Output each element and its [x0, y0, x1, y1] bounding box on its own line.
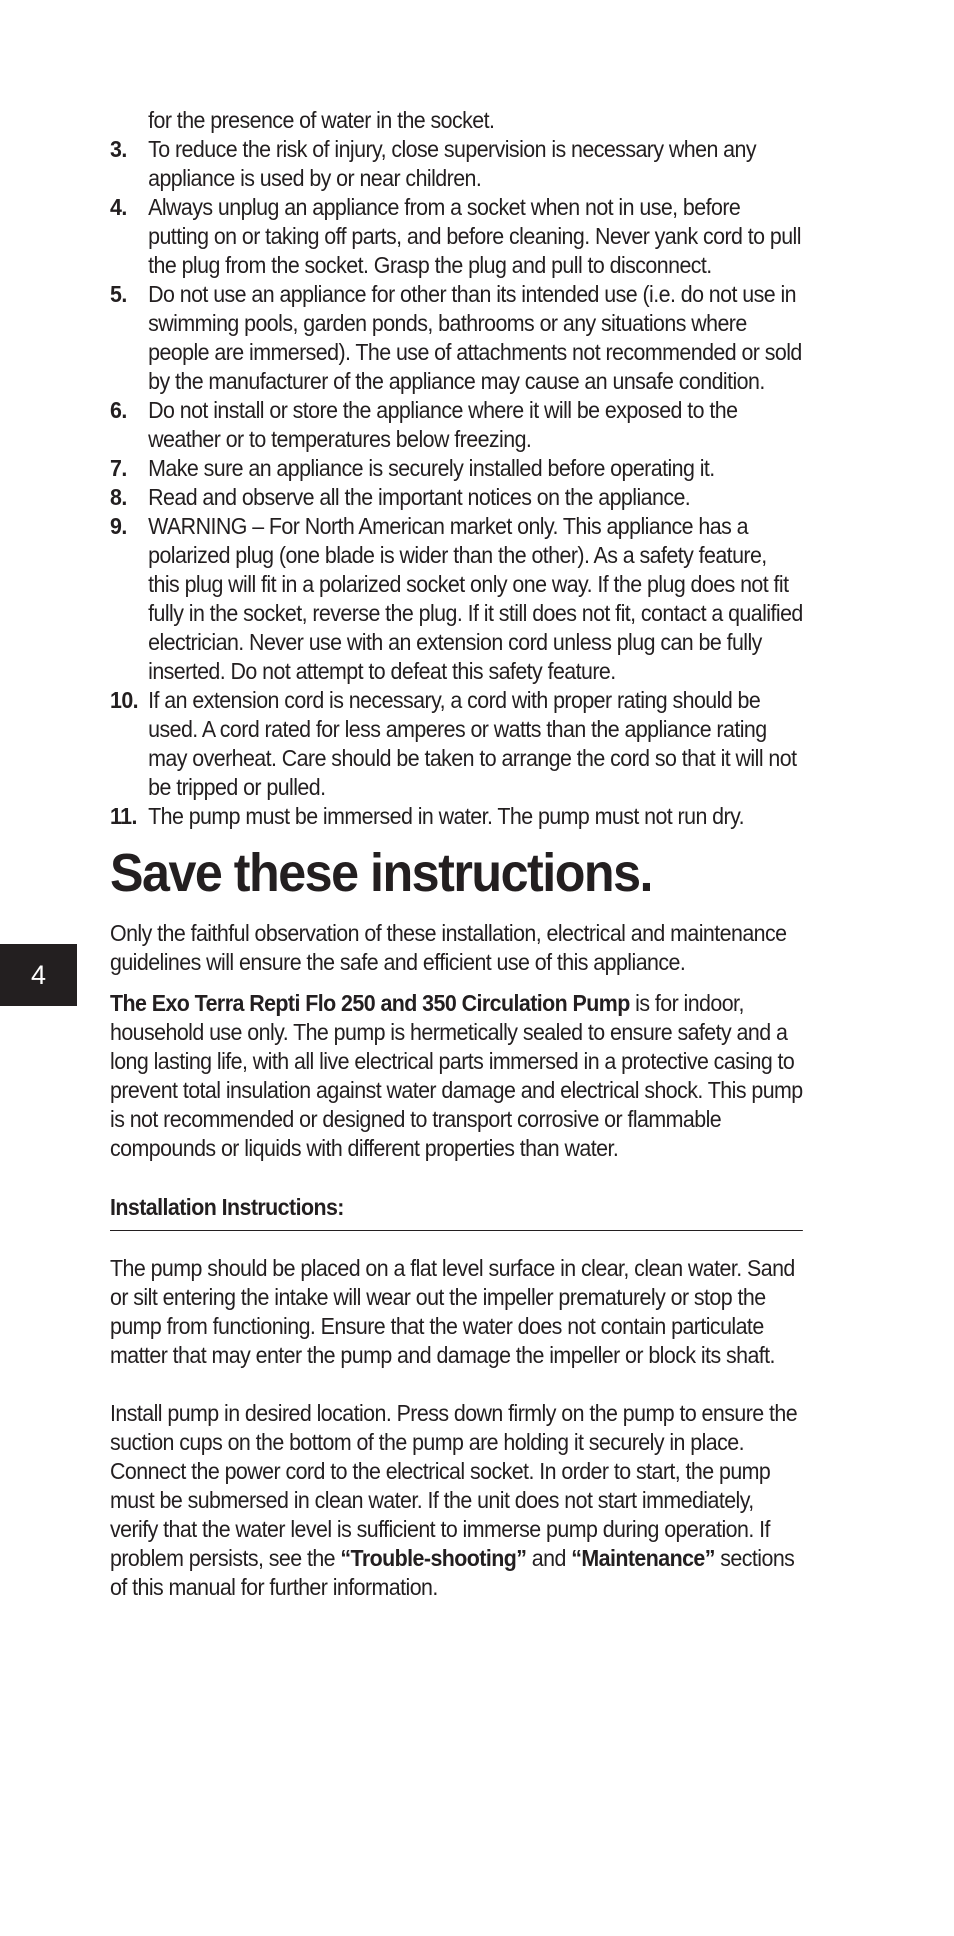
- rule-text: Do not use an appliance for other than its intended use (i.e. do not use in swimming pools, garden ponds, bathrooms or any situations where people are immersed). The use of attachments not recommended or sold by the manufacturer of the appliance may cause an unsafe condition.: [148, 281, 802, 394]
- list-item: [110, 686, 803, 802]
- rule-number: 6.: [110, 397, 127, 423]
- rule-number: 11.: [110, 803, 137, 829]
- rule-text: Do not install or store the appliance where it will be exposed to the weather or to temperatures below freezing.: [148, 397, 738, 452]
- list-item: [110, 193, 803, 280]
- rule-text: To reduce the risk of injury, close supervision is necessary when any appliance is used by or near children.: [148, 136, 757, 191]
- troubleshooting-reference: “Trouble-shooting”: [340, 1545, 527, 1571]
- rule-text: The pump must be immersed in water. The pump must not run dry.: [148, 803, 745, 829]
- product-paragraph: [110, 989, 803, 1163]
- installation-paragraph-2-start: Install pump in desired location. Press down firmly on the pump to ensure the suction cups on the bottom of the pump are holding it securely in place. Connect the power cord to the electrical socket. In order to start, the pump must be submersed in clean water. If the unit does not start immediately, verify that the water level is sufficient to immerse pump during operation. If problem persists, see the: [110, 1400, 798, 1571]
- document-body: [110, 106, 803, 1631]
- rule-number: 7.: [110, 455, 127, 481]
- rule-number: 3.: [110, 136, 127, 162]
- rule-number: 8.: [110, 484, 127, 510]
- rule-text: Always unplug an appliance from a socket when not in use, before putting on or taking off parts, and before cleaning. Never yank cord to pull the plug from the socket. Grasp the plug and pull to disconnect.: [148, 194, 801, 278]
- product-description: is for indoor, household use only. The pump is hermetically sealed to ensure safety and a long lasting life, with all live electrical parts immersed in a protective casing to prevent total insulation against water damage and electrical shock. This pump is not recommended or designed to transport corrosive or flammable compounds or liquids with different properties than water.: [110, 990, 803, 1161]
- intro-paragraph: Only the faithful observation of these installation, electrical and maintenance guidelines will ensure the safe and efficient use of this appliance.: [110, 920, 787, 975]
- save-instructions-heading: Save these instructions.: [110, 843, 653, 903]
- safety-rules-list: [110, 135, 803, 831]
- rule-text: Read and observe all the important notices on the appliance.: [148, 484, 691, 510]
- installation-paragraph-1: The pump should be placed on a flat level surface in clear, clean water. Sand or silt entering the intake will wear out the impeller prematurely or stop the pump from functioning. Ensure that the water does not contain particulate matter that may enter the pump and damage the impeller or block its shaft.: [110, 1255, 795, 1368]
- rule-continuation-text: for the presence of water in the socket.: [148, 107, 495, 133]
- rule-number: 4.: [110, 194, 127, 220]
- rule-text: If an extension cord is necessary, a cord with proper rating should be used. A cord rated for less amperes or watts than the appliance rating may overheat. Care should be taken to arrange the cord so that it will not be tripped or pulled.: [148, 687, 797, 800]
- maintenance-reference: “Maintenance”: [571, 1545, 715, 1571]
- list-item: [110, 135, 803, 193]
- list-item: [110, 396, 803, 454]
- installation-section-title: Installation Instructions:: [110, 1193, 803, 1231]
- rule-number: 5.: [110, 281, 127, 307]
- list-item: [110, 512, 803, 686]
- and-text: and: [526, 1545, 572, 1571]
- rule-text: WARNING – For North American market only. This appliance has a polarized plug (one blade is wider than the other). As a safety feature, this plug will fit in a polarized socket only one way. If the plug does not fit fully in the socket, reverse the plug. If it still does not fit, contact a qualified electrician. Never use with an extension cord unless plug can be fully inserted. Do not attempt to defeat this safety feature.: [148, 513, 803, 684]
- list-item: [110, 483, 803, 512]
- page-number: 4: [30, 960, 47, 990]
- installation-paragraph-2-end: sections of this manual for further information.: [110, 1545, 795, 1600]
- list-item: [110, 802, 803, 831]
- installation-section: [110, 1254, 803, 1602]
- installation-paragraph-2: [110, 1399, 803, 1602]
- rule-number: 10.: [110, 687, 139, 713]
- rule-number: 9.: [110, 513, 127, 539]
- product-name: The Exo Terra Repti Flo 250 and 350 Circulation Pump: [110, 990, 630, 1016]
- list-item: [110, 454, 803, 483]
- page-number-tab: [0, 944, 77, 1006]
- rule-text: Make sure an appliance is securely installed before operating it.: [148, 455, 715, 481]
- list-item: [110, 280, 803, 396]
